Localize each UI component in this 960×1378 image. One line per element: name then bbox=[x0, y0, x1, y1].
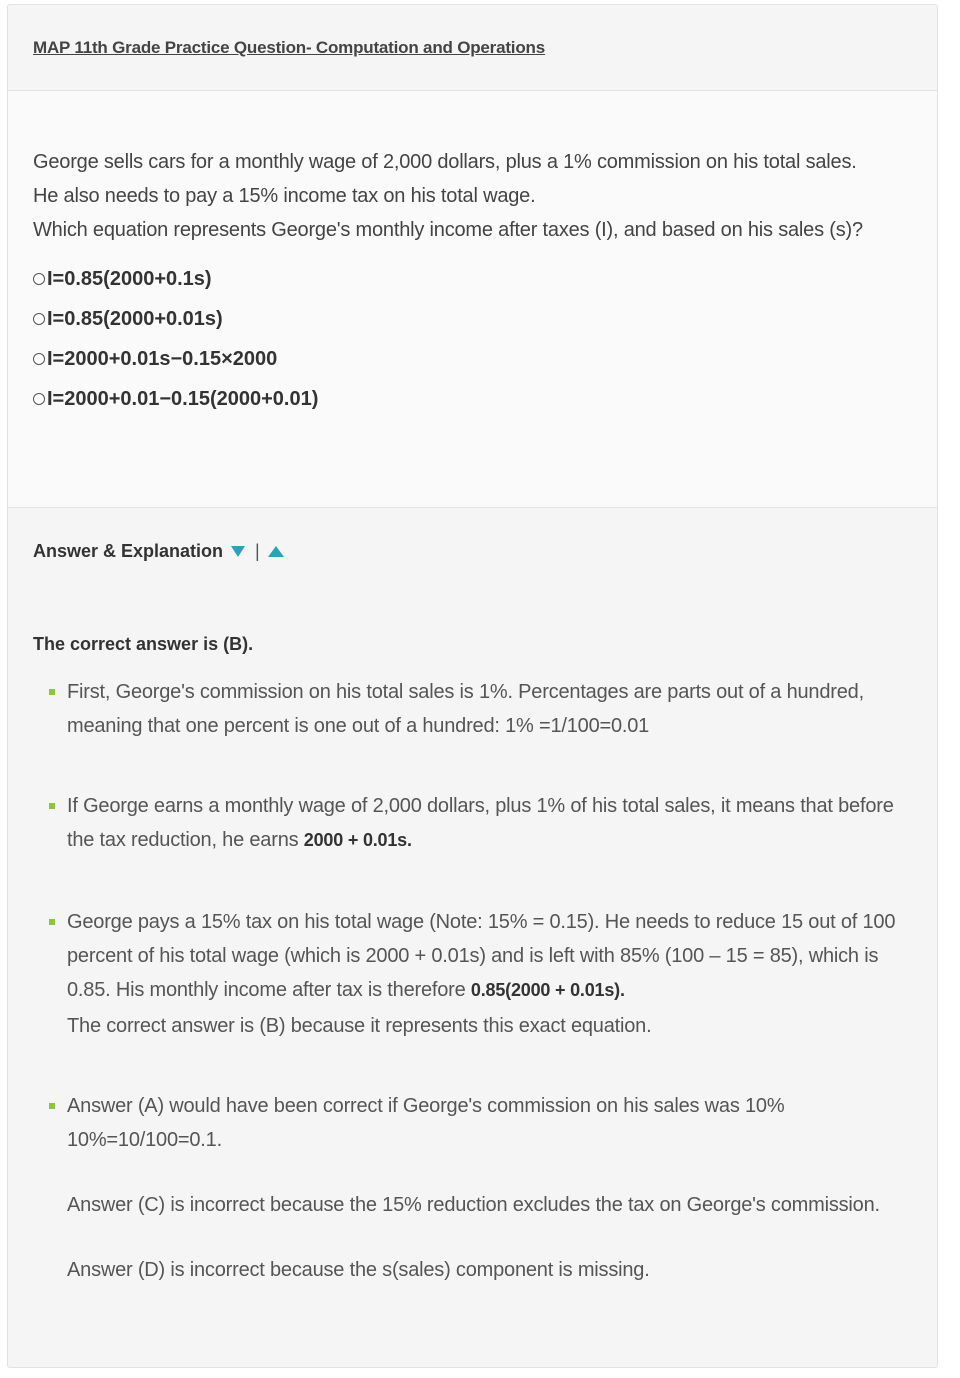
expand-icon[interactable] bbox=[231, 546, 245, 557]
explanation-item bbox=[33, 905, 912, 1043]
radio-button[interactable] bbox=[33, 393, 45, 405]
explanation-conclusion: The correct answer is (B) because it represents this exact equation. bbox=[67, 1015, 652, 1037]
option-b[interactable] bbox=[33, 299, 912, 339]
option-label: I=0.85(2000+0.01s) bbox=[47, 307, 223, 330]
option-label: I=2000+0.01−0.15(2000+0.01) bbox=[47, 387, 319, 410]
explanation-list bbox=[33, 675, 912, 1287]
question-section bbox=[8, 91, 937, 508]
radio-button[interactable] bbox=[33, 273, 45, 285]
toggle-separator: | bbox=[255, 540, 260, 561]
question-text-2: He also needs to pay a 15% income tax on his total wage. bbox=[33, 185, 536, 207]
explanation-text: First, George's commission on his total sales is 1%. Percentages are parts out of a hundred, meaning that one percent is one out of a hundred: 1% =1/100=0.01 bbox=[67, 681, 864, 737]
option-c[interactable] bbox=[33, 339, 912, 379]
explanation-text: Answer (A) would have been correct if George's commission on his sales was 10% bbox=[67, 1095, 785, 1117]
answer-section bbox=[8, 508, 937, 1368]
question-text-3: Which equation represents George's monthly income after taxes (I), and based on his sales (s)? bbox=[33, 219, 863, 241]
answer-options bbox=[33, 259, 912, 419]
explanation-bold: 0.85(2000 + 0.01s). bbox=[470, 980, 625, 1000]
option-a[interactable] bbox=[33, 259, 912, 299]
question-text-1: George sells cars for a monthly wage of 2,000 dollars, plus a 1% commission on his total sales. bbox=[33, 151, 857, 173]
collapse-icon[interactable] bbox=[268, 546, 284, 557]
explanation-text: If George earns a monthly wage of 2,000 dollars, plus 1% of his total sales, it means that before the tax reduction, he earns bbox=[67, 795, 894, 851]
explanation-text: Answer (C) is incorrect because the 15% reduction excludes the tax on George's commission. bbox=[67, 1194, 880, 1216]
explanation-item bbox=[33, 1089, 912, 1287]
option-d[interactable] bbox=[33, 379, 912, 419]
explanation-item bbox=[33, 789, 912, 857]
card-header bbox=[8, 5, 937, 91]
option-label: I=2000+0.01s−0.15×2000 bbox=[47, 347, 278, 370]
radio-button[interactable] bbox=[33, 313, 45, 325]
answer-toggle bbox=[33, 540, 912, 562]
page-title[interactable]: MAP 11th Grade Practice Question- Computation and Operations bbox=[33, 38, 545, 57]
answer-toggle-label: Answer & Explanation bbox=[33, 540, 224, 561]
option-label: I=0.85(2000+0.1s) bbox=[47, 267, 212, 290]
explanation-text: 10%=10/100=0.1. bbox=[67, 1129, 222, 1151]
explanation-text: George pays a 15% tax on his total wage (Note: 15% = 0.15). He needs to reduce 15 out of 100 percent of his total wage (which is 2000 + 0.01s) and is left with 85% (100 – 15 = 85), which is 0.85. His monthly income after tax is therefore bbox=[67, 911, 896, 1001]
question-card bbox=[7, 4, 938, 1368]
explanation-text: Answer (D) is incorrect because the s(sales) component is missing. bbox=[67, 1259, 650, 1281]
correct-answer: The correct answer is (B). bbox=[33, 634, 254, 654]
explanation-bold: 2000 + 0.01s. bbox=[303, 830, 412, 850]
radio-button[interactable] bbox=[33, 353, 45, 365]
explanation-item bbox=[33, 675, 912, 743]
